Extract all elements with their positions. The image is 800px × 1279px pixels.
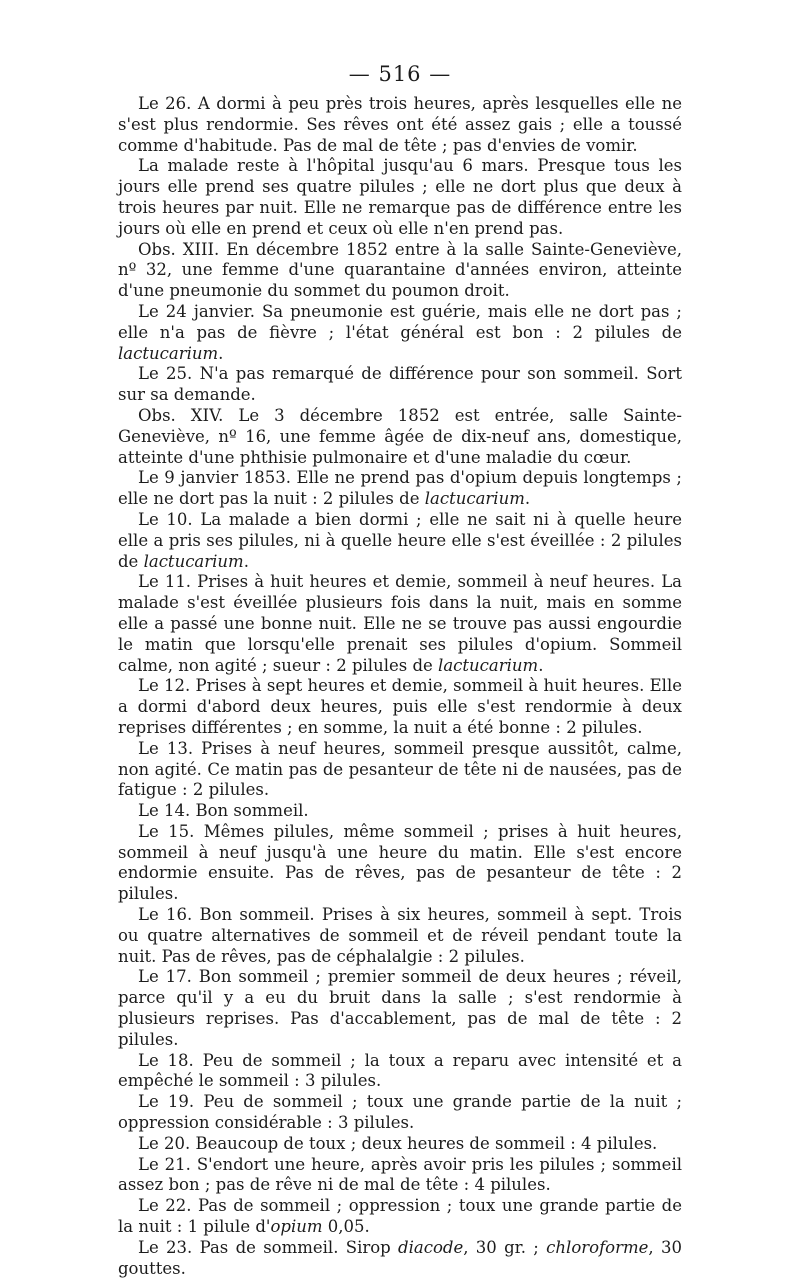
paragraph (118, 801, 682, 822)
paragraph (118, 572, 682, 676)
text-body (118, 94, 682, 1279)
italic-term: opium (270, 1217, 323, 1237)
paragraph (118, 302, 682, 364)
italic-term: lactucarium (118, 343, 219, 363)
paragraph (118, 1134, 682, 1155)
text-run: Le 18. Peu de sommeil ; la toux a reparu avec intensité et a empêché le sommeil : 3 pilules. (118, 1050, 682, 1091)
text-run: , 30 gr. ; (463, 1237, 547, 1257)
paragraph (118, 1196, 682, 1238)
text-run: Le 26. A dormi à peu près trois heures, après lesquelles elle ne s'est plus rendormie. Ses rêves ont été assez gais ; elle a toussé comme d'habitude. Pas de mal de tête ; pas d'envies de vomir. (118, 94, 682, 155)
text-run: Le 25. N'a pas remarqué de différence pour son sommeil. Sort sur sa demande. (118, 364, 682, 405)
italic-term: chloroforme (546, 1237, 649, 1257)
text-run: Le 12. Prises à sept heures et demie, sommeil à huit heures. Elle a dormi d'abord deux heures, puis elle s'est rendormie à deux reprises différentes ; en somme, la nuit a été bonne : 2 pilules. (118, 676, 682, 737)
text-run: Le 16. Bon sommeil. Prises à six heures, sommeil à sept. Trois ou quatre alternatives de sommeil et de réveil pendant toute la nuit. Pas de rêves, pas de céphalalgie : 2 pilules. (118, 905, 682, 966)
text-run: Le 14. Bon sommeil. (138, 801, 309, 821)
paragraph (118, 967, 682, 1050)
text-run: Le 23. Pas de sommeil. Sirop (138, 1237, 399, 1257)
text-run: Le 11. Prises à huit heures et demie, sommeil à neuf heures. La malade s'est éveillée plusieurs fois dans la nuit, mais en somme elle a passé une bonne nuit. Elle ne se trouve pas aussi engourdie le matin que lorsqu'elle prenait ses pilules d'opium. Sommeil calme, non agité ; sueur : 2 pilules de (118, 572, 682, 675)
text-run: Le 10. La malade a bien dormi ; elle ne sait ni à quelle heure elle a pris ses pilules, ni à quelle heure elle s'est éveillée : 2 pilules de (118, 509, 682, 571)
text-run: La malade reste à l'hôpital jusqu'au 6 mars. Presque tous les jours elle prend ses quatre pilules ; elle ne dort plus que deux à trois heures par nuit. Elle ne remarque pas de différence entre les jours où elle en prend et ceux où elle n'en prend pas. (118, 156, 682, 238)
text-run: Le 22. Pas de sommeil ; oppression ; toux une grande partie de la nuit : 1 pilule d' (118, 1196, 682, 1237)
text-run: . (538, 655, 544, 675)
italic-term: lactucarium (424, 489, 525, 509)
text-run: Le 19. Peu de sommeil ; toux une grande partie de la nuit ; oppression considérable : 3 pilules. (118, 1092, 682, 1133)
text-run: Le 17. Bon sommeil ; premier sommeil de deux heures ; réveil, parce qu'il y a eu du bruit dans la salle ; s'est rendormie à plusieurs reprises. Pas d'accablement, pas de mal de tête : 2 pilules. (118, 967, 682, 1049)
text-run: Obs. XIII. En décembre 1852 entre à la salle Sainte-Geneviève, nº 32, une femme d'une quarantaine d'années environ, atteinte d'une pneumonie du sommet du poumon droit. (118, 239, 682, 301)
italic-term: lactucarium (438, 655, 539, 675)
text-run: . (524, 489, 531, 509)
text-run: Le 13. Prises à neuf heures, sommeil presque aussitôt, calme, non agité. Ce matin pas de pesanteur de tête ni de nausées, pas de fatigue : 2 pilules. (118, 738, 682, 800)
text-run: Obs. XIV. Le 3 décembre 1852 est entrée, salle Sainte-Geneviève, nº 16, une femme âgée de dix-neuf ans, domestique, atteinte d'une phthisie pulmonaire et d'une maladie du cœur. (118, 405, 682, 467)
text-run: , 30 gouttes. (118, 1237, 682, 1278)
paragraph (118, 364, 682, 406)
italic-term: diacode (398, 1237, 464, 1257)
text-run: Le 9 janvier 1853. Elle ne prend pas d'opium depuis longtemps ; elle ne dort pas la nuit : 2 pilules de (118, 468, 682, 509)
paragraph (118, 822, 682, 905)
text-run: . (218, 343, 224, 363)
text-run: . (243, 551, 249, 571)
text-run: 0,05. (322, 1217, 370, 1237)
paragraph (118, 240, 682, 302)
paragraph (118, 676, 682, 738)
paragraph (118, 739, 682, 801)
italic-term: lactucarium (143, 551, 244, 571)
paragraph (118, 156, 682, 239)
page-number: — 516 — (348, 62, 452, 86)
paragraph (118, 468, 682, 510)
paragraph (118, 1238, 682, 1279)
text-run: Le 15. Mêmes pilules, même sommeil ; prises à huit heures, sommeil à neuf jusqu'à une heure du matin. Elle s'est encore endormie ensuite. Pas de rêves, pas de pesanteur de tête : 2 pilules. (118, 821, 682, 904)
text-run: Le 24 janvier. Sa pneumonie est guérie, mais elle ne dort pas ; elle n'a pas de fièvre ; l'état général est bon : 2 pilules de (118, 301, 682, 342)
paragraph (118, 94, 682, 156)
paragraph (118, 510, 682, 572)
text-run: Le 21. S'endort une heure, après avoir pris les pilules ; sommeil assez bon ; pas de rêve ni de mal de tête : 4 pilules. (118, 1154, 682, 1195)
paragraph (118, 1051, 682, 1093)
paragraph (118, 406, 682, 468)
text-run: Le 20. Beaucoup de toux ; deux heures de sommeil : 4 pilules. (138, 1133, 658, 1153)
paragraph (118, 1155, 682, 1197)
paragraph (118, 905, 682, 967)
paragraph (118, 1092, 682, 1134)
